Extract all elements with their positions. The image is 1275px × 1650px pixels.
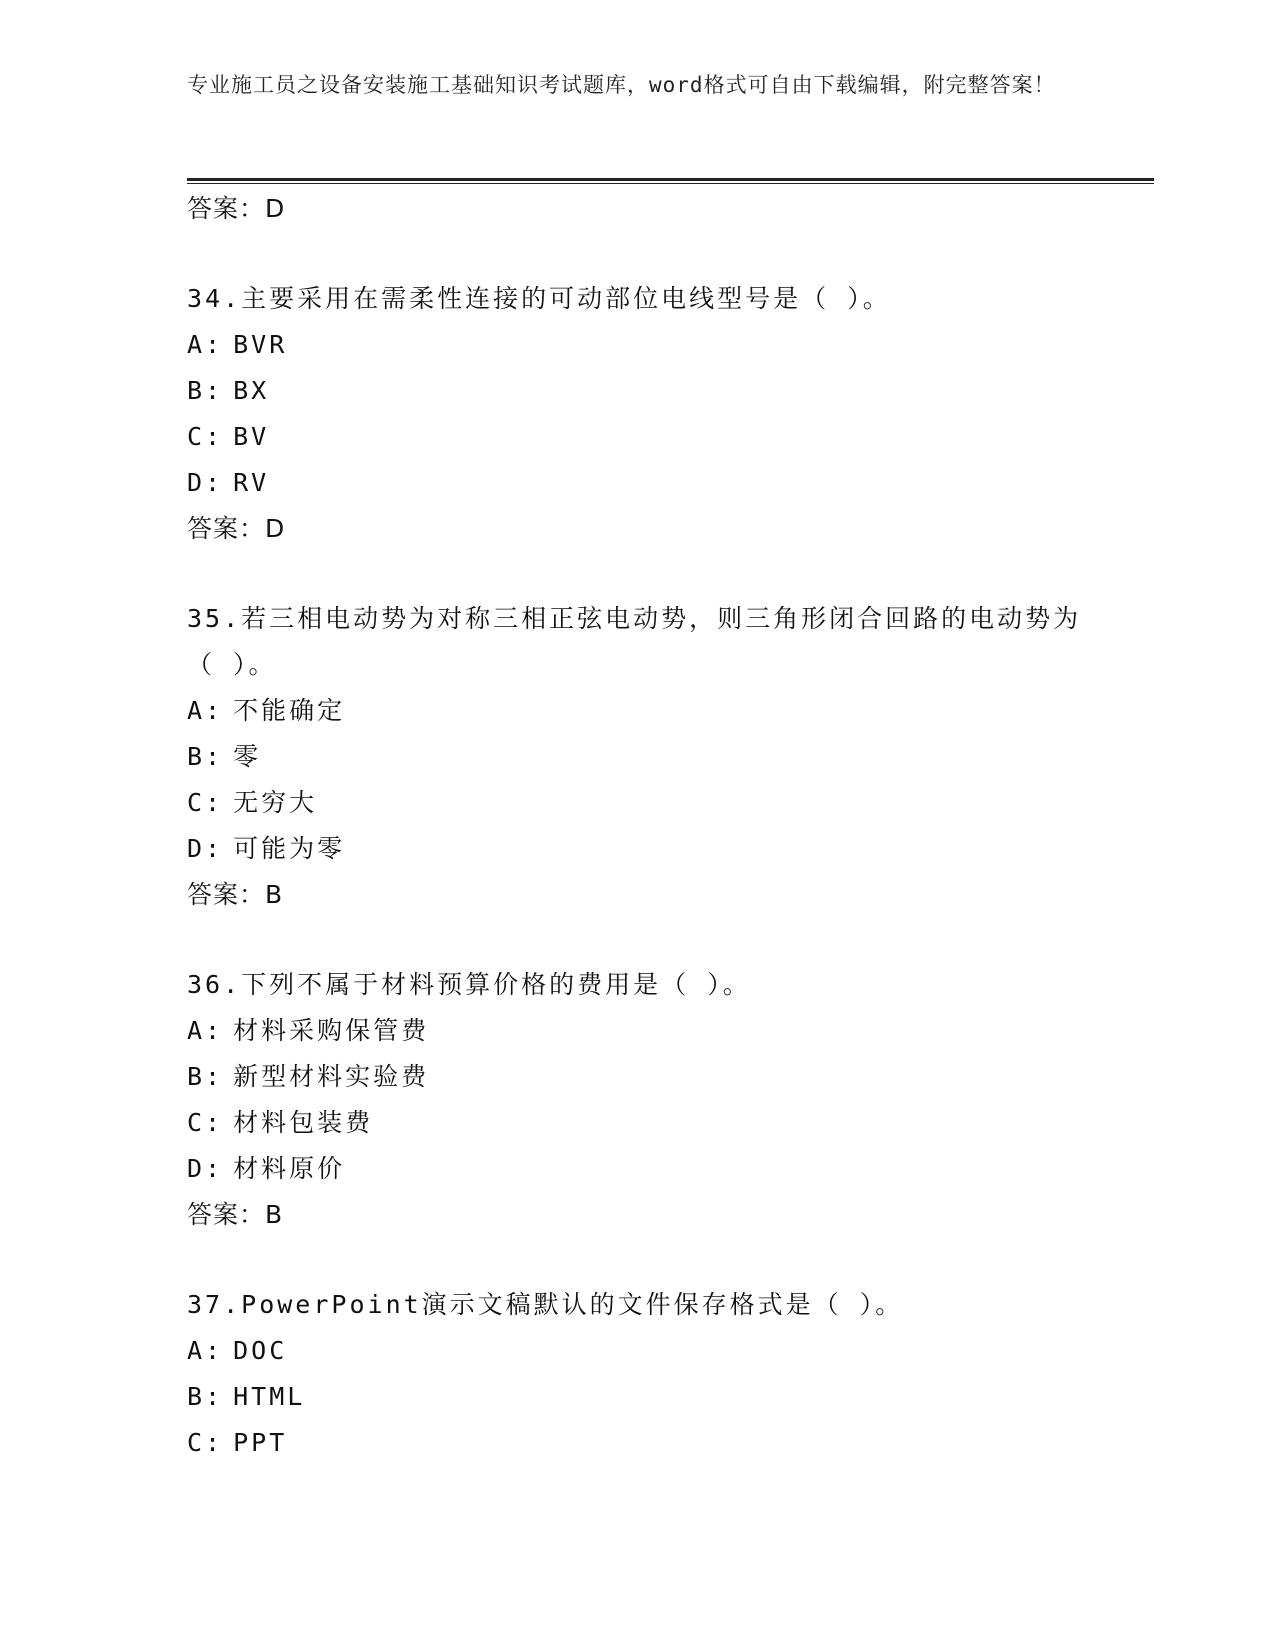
option-value: 可能为零 <box>233 834 346 863</box>
question-item <box>187 276 1087 552</box>
question-text: 35.若三相电动势为对称三相正弦电动势，则三角形闭合回路的电动势为（ ）。 <box>187 604 1082 679</box>
question-item <box>187 1282 1087 1466</box>
option-key: A: <box>187 330 224 359</box>
option-a <box>187 1328 1087 1374</box>
question-item <box>187 962 1087 1238</box>
option-key: D: <box>187 1154 224 1183</box>
option-a <box>187 1008 1087 1054</box>
question-text: 34.主要采用在需柔性连接的可动部位电线型号是（ ）。 <box>187 284 891 313</box>
answer-line: 答案：B <box>187 1200 284 1229</box>
header-divider-thick <box>187 178 1154 181</box>
question-item <box>187 596 1087 918</box>
option-key: C: <box>187 788 224 817</box>
option-key: C: <box>187 1108 224 1137</box>
option-d <box>187 826 1087 872</box>
option-key: C: <box>187 422 224 451</box>
question-text: 36.下列不属于材料预算价格的费用是（ ）。 <box>187 970 751 999</box>
option-value: BVR <box>233 330 288 359</box>
option-value: PPT <box>233 1428 288 1457</box>
option-value: 零 <box>233 742 262 771</box>
option-c <box>187 1420 1087 1466</box>
option-key: A: <box>187 1016 224 1045</box>
option-key: D: <box>187 468 224 497</box>
option-b <box>187 368 1087 414</box>
option-key: B: <box>187 742 224 771</box>
option-key: A: <box>187 1336 224 1365</box>
option-value: BV <box>233 422 270 451</box>
option-key: B: <box>187 376 224 405</box>
option-key: A: <box>187 696 224 725</box>
option-value: RV <box>233 468 270 497</box>
question-text: 37.PowerPoint演示文稿默认的文件保存格式是（ ）。 <box>187 1290 904 1319</box>
option-c <box>187 1100 1087 1146</box>
option-key: D: <box>187 834 224 863</box>
option-value: 材料包装费 <box>233 1108 374 1137</box>
option-c <box>187 414 1087 460</box>
answer-line: 答案：D <box>187 514 286 543</box>
option-value: 材料原价 <box>233 1154 346 1183</box>
option-b <box>187 1054 1087 1100</box>
option-b <box>187 1374 1087 1420</box>
option-key: B: <box>187 1062 224 1091</box>
option-value: 新型材料实验费 <box>233 1062 430 1091</box>
option-value: 无穷大 <box>233 788 318 817</box>
option-key: C: <box>187 1428 224 1457</box>
option-d <box>187 1146 1087 1192</box>
option-c <box>187 780 1087 826</box>
header-divider-thin <box>187 183 1154 184</box>
option-a <box>187 322 1087 368</box>
option-value: DOC <box>233 1336 288 1365</box>
option-b <box>187 734 1087 780</box>
option-a <box>187 688 1087 734</box>
option-d <box>187 460 1087 506</box>
answer-line: 答案：D <box>187 194 286 223</box>
option-value: 材料采购保管费 <box>233 1016 430 1045</box>
document-header: 专业施工员之设备安装施工基础知识考试题库，word格式可自由下载编辑，附完整答案！ <box>187 73 1056 97</box>
question-list <box>187 186 1087 1466</box>
option-value: BX <box>233 376 270 405</box>
option-value: HTML <box>233 1382 306 1411</box>
option-key: B: <box>187 1382 224 1411</box>
option-value: 不能确定 <box>233 696 346 725</box>
answer-line: 答案：B <box>187 880 284 909</box>
